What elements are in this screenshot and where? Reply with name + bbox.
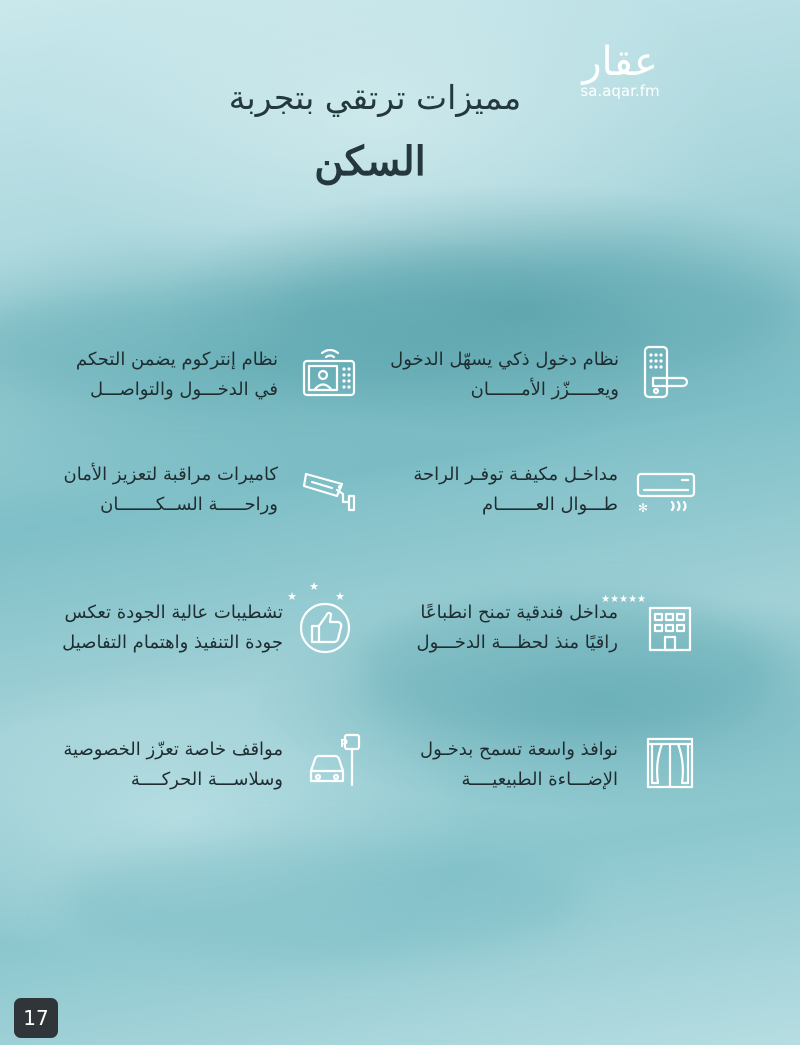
feature-line2: طـــوال العـــــــام [482, 494, 618, 515]
watercolor-stroke [60, 840, 580, 960]
thumbs-up-stars-icon [287, 580, 365, 660]
feature-parking [55, 735, 365, 797]
feature-intercom [62, 345, 360, 407]
feature-line1: مداخل فندقية تمنح انطباعًا [420, 602, 618, 623]
logo-url: sa.aqar.fm [580, 82, 660, 100]
svg-text:★★★★★: ★★★★★ [601, 594, 646, 605]
security-camera-icon [300, 460, 360, 516]
feature-lobby [385, 594, 700, 660]
air-conditioner-icon [634, 460, 700, 516]
feature-line2: جودة التنفيذ واهتمام التفاصيل [62, 632, 283, 653]
page-title-line1: مميزات ترتقي بتجربة [228, 78, 522, 117]
page-title-line2: السكن [314, 138, 426, 185]
aqar-logo [560, 40, 680, 100]
feature-ac [385, 460, 700, 522]
svg-text:★: ★ [309, 580, 319, 593]
feature-line2: في الدخـــول والتواصـــل [90, 379, 278, 400]
feature-cameras [62, 460, 360, 522]
svg-text:★: ★ [335, 590, 345, 603]
feature-line2: وراحـــــة الســكـــــــان [100, 494, 278, 515]
page-number: 17 [14, 998, 58, 1038]
intercom-icon [300, 345, 360, 401]
feature-smart-entry [385, 345, 695, 407]
feature-line2: ويعـــــزّز الأمــــــان [470, 379, 619, 400]
feature-line1: نظام دخول ذكي يسهّل الدخول [390, 349, 619, 370]
svg-text:P: P [339, 737, 348, 750]
car-parking-icon [305, 731, 365, 791]
logo-word: عقار [582, 39, 658, 85]
window-curtains-icon [640, 735, 700, 791]
feature-line1: نوافذ واسعة تسمح بدخـول [420, 739, 618, 760]
feature-line2: وسلاســـة الحركــــة [130, 769, 283, 790]
smart-lock-icon [635, 345, 695, 401]
feature-line1: نظام إنتركوم يضمن التحكم [75, 349, 278, 370]
feature-finishes [55, 580, 365, 660]
svg-text:★: ★ [287, 590, 297, 603]
feature-line1: مواقف خاصة تعزّز الخصوصية [63, 739, 283, 760]
feature-line2: الإضـــاءة الطبيعيــــة [461, 769, 618, 790]
feature-line2: راقيًا منذ لحظـــة الدخـــول [416, 632, 618, 653]
feature-line1: تشطيبات عالية الجودة تعكس [64, 602, 283, 623]
feature-windows [400, 735, 700, 797]
hotel-building-icon [601, 590, 700, 654]
svg-text:✻: ✻ [637, 501, 648, 515]
feature-line1: مداخـل مكيفـة توفـر الراحة [413, 464, 618, 485]
feature-line1: كاميرات مراقبة لتعزيز الأمان [63, 464, 278, 485]
